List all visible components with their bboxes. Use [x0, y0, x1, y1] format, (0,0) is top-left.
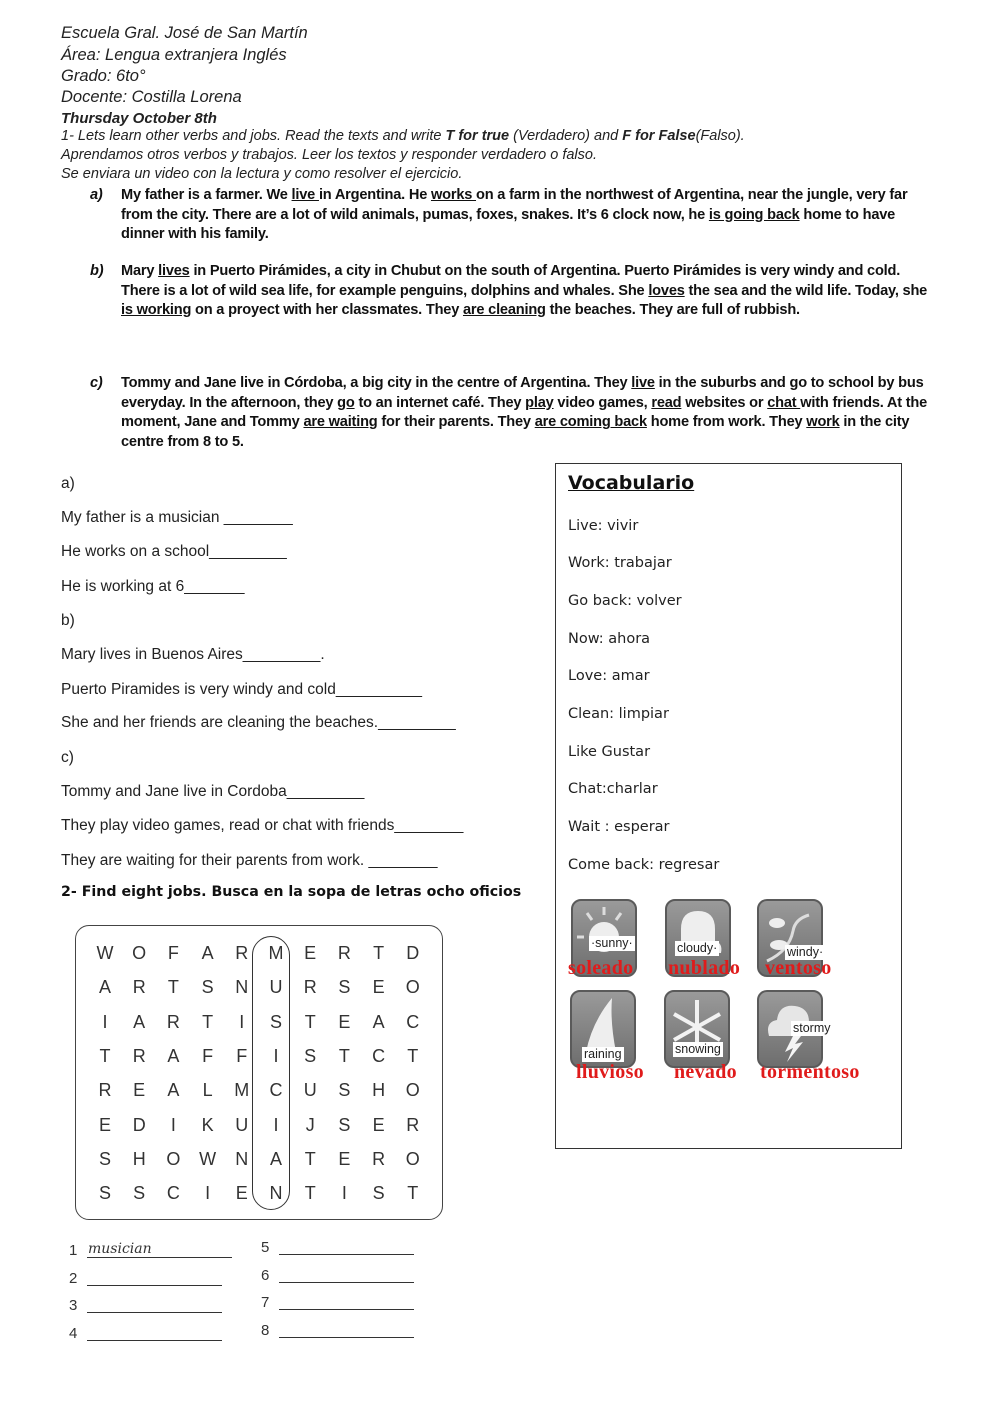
grid-letter[interactable]: A	[98, 977, 111, 998]
answer-number: 4	[69, 1324, 78, 1342]
grid-letter[interactable]: T	[407, 1183, 419, 1204]
grid-letter[interactable]: E	[98, 1114, 111, 1135]
vocabulary-item: Live: vivir	[568, 518, 639, 534]
grid-letter[interactable]: R	[166, 1011, 180, 1032]
text-label: a)	[90, 187, 103, 203]
grid-letter[interactable]: A	[167, 1080, 180, 1101]
grid-letter[interactable]: S	[269, 1011, 282, 1032]
underlined-verb: read	[651, 394, 682, 411]
vocabulary-item: Love: amar	[568, 668, 650, 684]
answer-blank[interactable]	[87, 1285, 222, 1286]
answer-blank[interactable]	[279, 1254, 414, 1255]
grid-letter[interactable]: S	[201, 977, 214, 998]
grid-letter[interactable]: A	[201, 943, 214, 963]
grid-letter[interactable]: S	[338, 1080, 351, 1101]
grid-letter[interactable]: M	[234, 1080, 250, 1101]
underlined-verb: are waiting	[303, 414, 378, 431]
answer-blank[interactable]	[87, 1340, 222, 1341]
weather-label-spanish: tormentoso	[760, 1061, 860, 1083]
grid-letter[interactable]: S	[372, 1183, 385, 1204]
grid-letter[interactable]: F	[236, 1045, 248, 1066]
teacher: Docente: Costilla Lorena	[61, 88, 242, 106]
vocabulary-item: Clean: limpiar	[568, 706, 669, 722]
vocabulary-item: Now: ahora	[568, 631, 651, 647]
underlined-verb: works	[430, 187, 477, 203]
grid-letter[interactable]: O	[405, 977, 420, 998]
grid-letter[interactable]: T	[304, 1011, 316, 1032]
underlined-verb: is working	[121, 302, 192, 319]
grid-letter[interactable]: S	[98, 1183, 111, 1204]
text-body: My father is a farmer. We live in Argentina. He works on a farm in the northwest of Argentina, near the jungle, very far from the city. There are a lot of wild animals, pumas, foxes, snakes. It’s 6 clock now, he is going back home to have dinner with his family.	[121, 187, 908, 243]
grade: Grado: 6to°	[61, 67, 146, 85]
vocabulary-item: Wait : esperar	[568, 819, 670, 835]
underlined-verb: live	[631, 375, 655, 391]
grid-letter[interactable]: H	[372, 1080, 386, 1101]
text-body: Mary lives in Puerto Pirámides, a city in Chubut on the south of Argentina. Puerto Pirámides is very windy and cold. There is a lot of wild sea life, for example penguins, dolphins and whales. She loves the sea and the wild life. Today, she is working on a proyect with her classmates. They are cleaning the beaches. They are full of rubbish.	[121, 263, 928, 319]
school-name: Escuela Gral. José de San Martín	[61, 24, 308, 42]
vocabulary-title: Vocabulario	[568, 472, 695, 494]
grid-letter[interactable]: I	[170, 1114, 176, 1135]
weather-label-english: raining	[584, 1047, 622, 1061]
grid-letter[interactable]: C	[406, 1011, 420, 1032]
weather-label-english: cloudy·	[677, 941, 718, 955]
grid-letter[interactable]: I	[341, 1183, 347, 1204]
grid-letter[interactable]: T	[373, 943, 385, 963]
grid-letter[interactable]: O	[405, 1080, 420, 1101]
answer-blank[interactable]	[87, 1257, 232, 1258]
grid-letter[interactable]: E	[133, 1080, 146, 1101]
question-item[interactable]: My father is a musician ________	[61, 509, 293, 526]
grid-letter[interactable]: A	[167, 1045, 180, 1066]
grid-letter[interactable]: S	[304, 1045, 317, 1066]
question-item[interactable]: He works on a school_________	[61, 543, 287, 560]
grid-letter[interactable]: W	[96, 943, 114, 963]
grid-letter[interactable]: E	[235, 1183, 248, 1204]
weather-label-english: ·sunny·	[591, 936, 633, 950]
grid-letter[interactable]: O	[405, 1148, 420, 1169]
grid-letter[interactable]: T	[167, 977, 179, 998]
question-section-label: c)	[61, 749, 74, 766]
grid-letter[interactable]: R	[406, 1114, 420, 1135]
grid-letter[interactable]: T	[304, 1183, 316, 1204]
task1-instruction-spanish: Aprendamos otros verbos y trabajos. Leer los textos y responder verdadero o falso.	[61, 147, 597, 163]
grid-letter[interactable]: T	[338, 1045, 350, 1066]
lesson-date: Thursday October 8th	[61, 110, 217, 127]
answer-number: 5	[261, 1239, 270, 1256]
grid-letter[interactable]: T	[202, 1011, 214, 1032]
grid-letter[interactable]: R	[303, 977, 317, 998]
grid-letter[interactable]: N	[235, 977, 249, 998]
grid-letter[interactable]: T	[407, 1045, 419, 1066]
subject-area: Área: Lengua extranjera Inglés	[61, 46, 287, 64]
grid-letter[interactable]: E	[372, 977, 385, 998]
question-item[interactable]: Puerto Piramides is very windy and cold__________	[61, 681, 423, 698]
answer-number: 1	[69, 1242, 78, 1259]
grid-letter[interactable]: A	[372, 1011, 385, 1032]
grid-letter[interactable]: T	[99, 1045, 111, 1066]
grid-letter[interactable]: K	[201, 1114, 214, 1135]
grid-letter[interactable]: U	[269, 977, 283, 998]
grid-letter[interactable]: J	[305, 1114, 315, 1135]
grid-letter[interactable]: H	[132, 1148, 146, 1169]
vocabulary-item: Work: trabajar	[568, 555, 672, 571]
weather-label-spanish: soleado	[568, 957, 634, 979]
question-item[interactable]: He is working at 6_______	[61, 578, 245, 595]
vocabulary-item: Chat:charlar	[568, 781, 658, 797]
underlined-verb: live	[291, 187, 319, 203]
weather-label-spanish: lluvioso	[576, 1061, 644, 1083]
grid-letter[interactable]: O	[166, 1148, 181, 1169]
grid-letter[interactable]: D	[406, 943, 420, 963]
vocabulary-item: Go back: volver	[568, 593, 682, 609]
grid-letter[interactable]: A	[133, 1011, 146, 1032]
underlined-verb: go	[337, 394, 355, 411]
grid-letter[interactable]: I	[239, 1011, 245, 1032]
grid-letter[interactable]: A	[269, 1148, 282, 1169]
answer-number: 8	[261, 1321, 270, 1339]
vocabulary-item: Come back: regresar	[568, 857, 720, 873]
grid-letter[interactable]: S	[338, 977, 351, 998]
underlined-verb: lives	[158, 263, 190, 279]
grid-letter[interactable]: R	[98, 1080, 112, 1101]
grid-letter[interactable]: D	[132, 1114, 146, 1135]
answer-blank[interactable]	[87, 1312, 222, 1313]
grid-letter[interactable]: T	[304, 1148, 316, 1169]
answer-blank[interactable]	[279, 1337, 414, 1338]
underlined-verb: are cleaning	[462, 302, 546, 319]
weather-label-english: snowing	[675, 1042, 721, 1056]
grid-letter[interactable]: W	[199, 1148, 217, 1169]
grid-letter[interactable]: I	[273, 1114, 279, 1135]
question-item[interactable]: They play video games, read or chat with friends________	[61, 817, 464, 834]
grid-letter[interactable]: R	[372, 1148, 386, 1169]
grid-letter[interactable]: E	[304, 943, 317, 963]
grid-letter[interactable]: R	[132, 977, 146, 998]
grid-letter[interactable]: S	[98, 1148, 111, 1169]
reading-text-c	[90, 374, 940, 452]
grid-letter[interactable]: I	[102, 1011, 108, 1032]
grid-letter[interactable]: E	[372, 1114, 385, 1135]
text-label: c)	[90, 375, 103, 391]
underlined-verb: is going back	[708, 206, 800, 223]
grid-letter[interactable]: I	[273, 1045, 279, 1066]
answer-blank[interactable]	[279, 1282, 414, 1283]
grid-letter[interactable]: C	[269, 1080, 283, 1101]
reading-text-b	[90, 262, 940, 321]
task2-title: 2- Find eight jobs. Busca en la sopa de letras ocho oficios	[61, 884, 522, 900]
grid-letter[interactable]: C	[372, 1045, 386, 1066]
grid-letter[interactable]: C	[166, 1183, 180, 1204]
question-section-label: b)	[61, 612, 75, 629]
question-item[interactable]: Mary lives in Buenos Aires_________.	[61, 646, 325, 663]
text-label: b)	[90, 263, 104, 279]
grid-letter[interactable]: F	[167, 943, 179, 963]
task1-instruction: 1- Lets learn other verbs and jobs. Read the texts and write T for true (Verdadero) and F for False(Falso).	[61, 128, 745, 144]
reading-text-a	[90, 186, 940, 245]
weather-label-spanish: nevado	[674, 1061, 737, 1083]
grid-letter[interactable]: I	[205, 1183, 211, 1204]
answer-number: 6	[261, 1266, 270, 1284]
weather-label-spanish: nublado	[668, 957, 741, 979]
question-item[interactable]: They are waiting for their parents from work. ________	[61, 852, 438, 869]
answer-number: 7	[261, 1294, 270, 1311]
grid-letter[interactable]: S	[133, 1183, 146, 1204]
weather-label-spanish: ventoso	[765, 957, 832, 979]
grid-letter[interactable]: N	[269, 1183, 283, 1204]
answer-value: musician	[88, 1241, 152, 1257]
grid-letter[interactable]: U	[235, 1114, 249, 1135]
grid-letter[interactable]: L	[202, 1080, 213, 1101]
grid-letter[interactable]: M	[268, 943, 284, 963]
underlined-verb: are coming back	[534, 414, 647, 431]
underlined-verb: work	[806, 414, 840, 431]
underlined-verb: play	[525, 394, 554, 411]
weather-label-english: windy·	[787, 945, 824, 959]
grid-letter[interactable]: E	[338, 1011, 351, 1032]
text-body: Tommy and Jane live in Córdoba, a big city in the centre of Argentina. They live in the suburbs and go to school by bus everyday. In the afternoon, they go to an internet café. They play video games, read websites or chat with friends. At the moment, Jane and Tommy are waiting for their parents. They are coming back home from work. They work in the city centre from 8 to 5.	[121, 375, 928, 450]
grid-letter[interactable]: E	[338, 1148, 351, 1169]
grid-letter[interactable]: F	[202, 1045, 214, 1066]
vocabulary-item: Like Gustar	[568, 744, 651, 760]
grid-letter[interactable]: R	[132, 1045, 146, 1066]
question-item[interactable]: She and her friends are cleaning the beaches._________	[61, 714, 456, 731]
answer-number: 2	[69, 1269, 78, 1287]
grid-letter[interactable]: N	[235, 1148, 249, 1169]
answer-number: 3	[69, 1297, 78, 1314]
task1-video-note: Se enviara un video con la lectura y como resolver el ejercicio.	[61, 166, 463, 182]
grid-letter[interactable]: O	[132, 943, 147, 963]
answer-blank[interactable]	[279, 1309, 414, 1310]
weather-label-english: stormy	[793, 1021, 831, 1035]
underlined-verb: loves	[648, 282, 685, 299]
question-item[interactable]: Tommy and Jane live in Cordoba_________	[61, 783, 365, 800]
grid-letter[interactable]: R	[337, 943, 351, 963]
grid-letter[interactable]: R	[235, 943, 249, 963]
grid-letter[interactable]: U	[303, 1080, 317, 1101]
grid-letter[interactable]: S	[338, 1114, 351, 1135]
question-section-label: a)	[61, 475, 75, 492]
underlined-verb: chat	[767, 394, 801, 411]
